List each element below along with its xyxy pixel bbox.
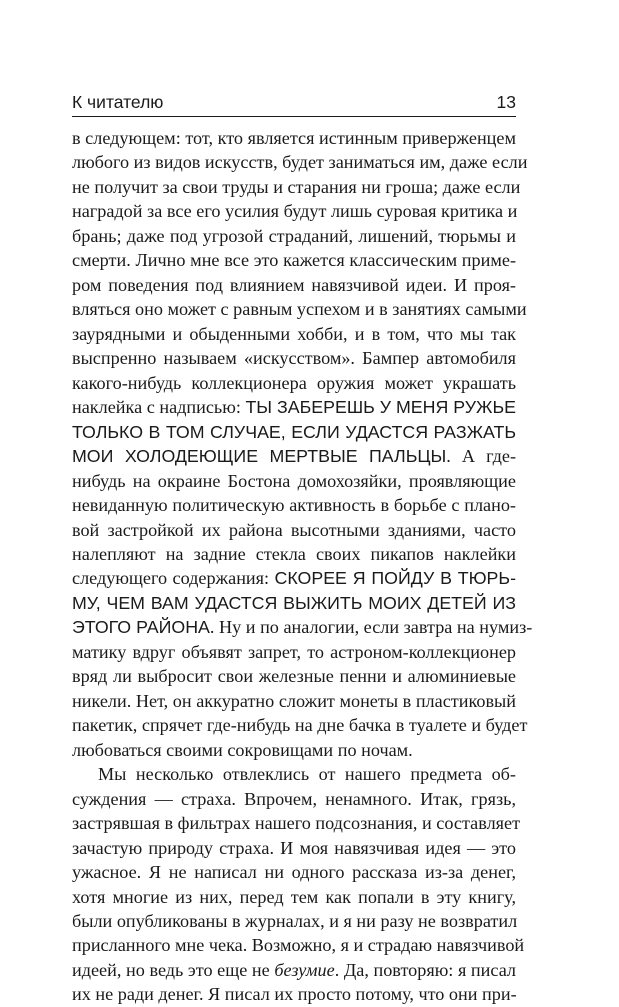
text-line: вряд ли выбросит свои железные пенни и алюминиевые	[72, 666, 516, 687]
bumper-sticker-text: СКОРЕЕ Я ПОЙДУ В ТЮРЬ-	[274, 568, 517, 589]
text-line: хотя многие из них, перед тем как попали в эту книгу,	[72, 886, 516, 907]
bumper-sticker-text: МОИ ХОЛОДЕЮЩИЕ МЕРТВЫЕ ПАЛЬЦЫ	[72, 446, 447, 467]
text-line: присланного мне чека. Возможно, я и страдаю навязчивой	[72, 935, 525, 956]
text-line: вой застройкой их района высотными зданиями, часто	[72, 519, 516, 540]
text-line: идеей, но ведь это еще не безумие. Да, повторяю: я писал	[72, 959, 517, 980]
text-line: брань; даже под угрозой страданий, лишений, тюрьмы и	[72, 225, 516, 246]
bumper-sticker-text: МУ, ЧЕМ ВАМ УДАСТСЯ ВЫЖИТЬ МОИХ ДЕТЕЙ ИЗ	[72, 592, 516, 613]
text-line: какого-нибудь коллекционера оружия может украшать	[72, 372, 516, 393]
text-line: их не ради денег. Я писал их просто потому, что они при-	[72, 984, 517, 1005]
text-line	[72, 591, 516, 615]
text-line: наградой за все его усилия будут лишь суровая критика и	[72, 201, 518, 222]
text-line: любого из видов искусств, будет заниматься им, даже если	[72, 152, 528, 173]
text-line: в следующем: тот, кто является истинным приверженцем	[72, 128, 516, 148]
text-line: суждения — страха. Впрочем, ненамного. Итак, грязь,	[72, 788, 516, 809]
text-line: следующего содержания: СКОРЕЕ Я ПОЙДУ В ТЮРЬ-	[72, 568, 517, 589]
page-header	[72, 92, 516, 117]
text-line: ром поведения под влиянием навязчивой идеи. И проя-	[72, 274, 516, 295]
text-line: ЭТОГО РАЙОНА. Ну и по аналогии, если завтра на нумиз-	[72, 617, 533, 638]
text-line: наклейка с надписью: ТЫ ЗАБЕРЕШЬ У МЕНЯ РУЖЬЕ	[72, 397, 517, 418]
bumper-sticker-text: ТЫ ЗАБЕРЕШЬ У МЕНЯ РУЖЬЕ	[245, 397, 517, 418]
text-line: МОИ ХОЛОДЕЮЩИЕ МЕРТВЫЕ ПАЛЬЦЫ. А где-	[72, 446, 517, 467]
bumper-sticker-text: ЭТОГО РАЙОНА	[72, 617, 210, 638]
text-line	[72, 420, 516, 444]
paragraph-start-line: Мы несколько отвлеклись от нашего предмета об-	[98, 764, 516, 785]
text-line: ужасное. Я не написал ни одного рассказа из-за денег,	[72, 862, 516, 883]
text-line: выспренно называем «искусством». Бампер автомобиля	[72, 348, 516, 369]
bumper-sticker-text: ТОЛЬКО В ТОМ СЛУЧАЕ, ЕСЛИ УДАСТСЯ РАЗЖАТЬ	[72, 421, 516, 442]
text-line: матику вдруг объявят запрет, то астроном-коллекционер	[72, 641, 516, 662]
text-line: нибудь на окраине Бостона домохозяйки, проявляющие	[72, 470, 516, 491]
text-line: заурядными и обыденными хобби, и в том, что мы так	[72, 323, 516, 344]
text-line: невиданную политическую активность в борьбе с плано-	[72, 495, 516, 516]
text-line: никели. Нет, он аккуратно сложит монеты в пластиковый	[72, 690, 516, 711]
text-line: не получит за свои труды и старания ни гроша; даже если	[72, 176, 521, 197]
text-line: были опубликованы в журналах, и я ни разу не возвратил	[72, 911, 518, 931]
text-line: пакетик, спрячет где-нибудь на дне бачка в туалете и будет	[72, 715, 528, 736]
text-line: смерти. Лично мне все это кажется классическим приме-	[72, 250, 516, 271]
body-text	[72, 126, 533, 1007]
emphasis-word: безумие	[274, 959, 335, 980]
text-line: зачастую природу страха. И моя навязчивая идея — это	[72, 837, 516, 858]
text-line: вляться оно может с равным успехом и в занятиях самыми	[72, 299, 527, 320]
text-line: налепляют на задние стекла своих пикапов наклейки	[72, 543, 516, 564]
running-title: К читателю	[72, 92, 164, 112]
text-line: застрявшая в фильтрах нашего подсознания, и составляет	[72, 813, 521, 834]
page-number: 13	[496, 92, 516, 112]
text-line: любоваться своими сокровищами по ночам.	[72, 739, 413, 760]
